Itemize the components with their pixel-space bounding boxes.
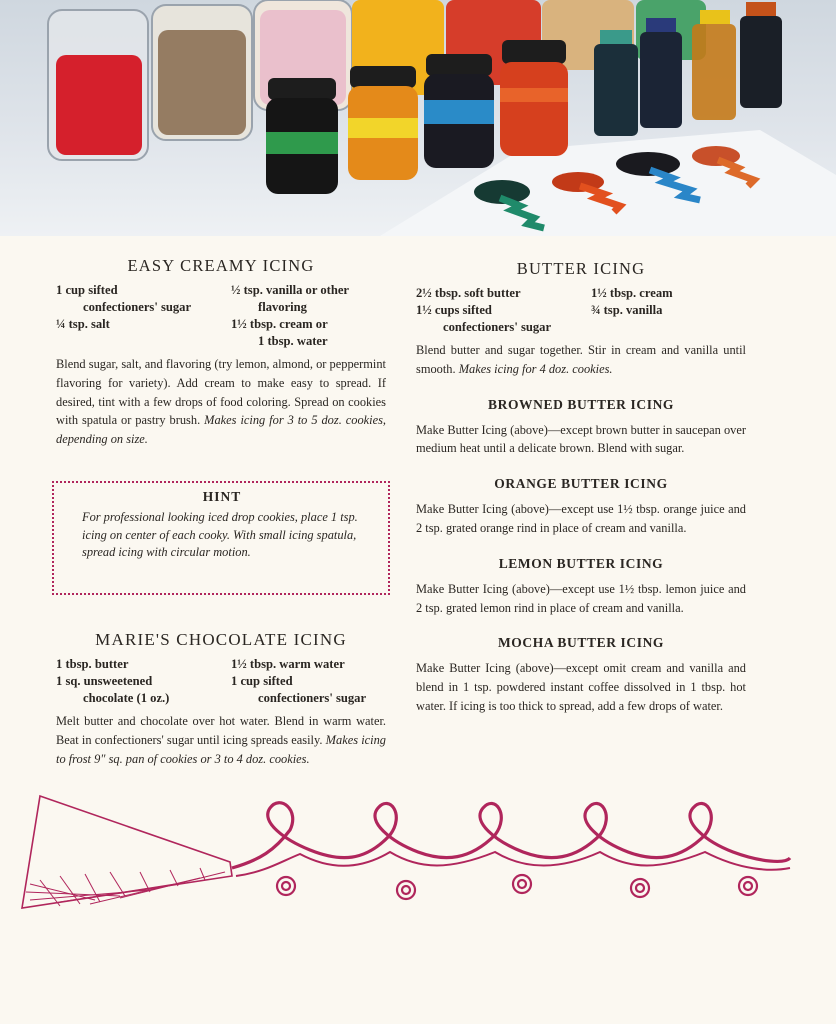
- recipe-title: ORANGE BUTTER ICING: [494, 476, 668, 492]
- left-column: [56, 256, 386, 467]
- recipe-directions: Make Butter Icing (above)—except use 1½ tbsp. lemon juice and 2 tsp. grated lemon rind in place of cream and vanilla.: [416, 581, 746, 615]
- ingredient: chocolate (1 oz.): [83, 691, 170, 705]
- header-photo: [0, 0, 836, 236]
- recipe-title: MOCHA BUTTER ICING: [497, 635, 665, 651]
- ingredient: 1 tbsp. water: [258, 334, 328, 348]
- ingredient: ¾ tsp. vanilla: [591, 303, 663, 317]
- ingredient: 1½ cups sifted: [416, 303, 492, 317]
- ingredient: 1 sq. unsweetened: [56, 674, 153, 688]
- ingredient: 1½ tbsp. warm water: [231, 657, 345, 671]
- recipe-title: MARIE'S CHOCOLATE ICING: [95, 630, 347, 649]
- recipe-title: BROWNED BUTTER ICING: [487, 396, 675, 412]
- recipe-title: EASY CREAMY ICING: [127, 256, 315, 275]
- recipe-yield: Makes icing for 4 doz. cookies.: [458, 361, 613, 376]
- recipe-directions: Blend butter and sugar together. Stir in cream and vanilla until smooth. Makes icing for 4 doz. cookies.: [416, 343, 746, 376]
- recipe-orange-butter-icing: [416, 476, 746, 538]
- yellow-coloring-jar: [348, 66, 418, 180]
- recipe-yield: Makes icing to frost 9" sq. pan of cookies or 3 to 4 doz. cookies.: [56, 732, 386, 766]
- recipe-mocha-butter-icing: [416, 635, 746, 715]
- ingredient: confectioners' sugar: [443, 320, 552, 334]
- recipe-easy-creamy-icing: [56, 256, 386, 449]
- ingredient-list: [416, 285, 746, 336]
- ingredient-list: [56, 282, 386, 350]
- ingredient: flavoring: [258, 300, 307, 314]
- recipe-directions: Make Butter Icing (above)—except use 1½ tbsp. orange juice and 2 tsp. grated orange rind in place of cream and vanilla.: [416, 502, 746, 535]
- hint-title: HINT: [202, 489, 242, 504]
- icing-scroll-icon: [232, 803, 790, 868]
- ingredient-list: [56, 656, 386, 707]
- ingredient: 1 cup sifted: [56, 283, 118, 297]
- ingredient: 1½ tbsp. cream: [591, 286, 673, 300]
- food-coloring-photo: [0, 0, 836, 236]
- red-coloring-jar: [500, 40, 568, 156]
- recipe-directions: Make Butter Icing (above)—except omit cream and vanilla and blend in 1 tsp. powdered instant coffee dissolved in 1 tbsp. hot water. If icing is too thick to spread, add a few drops of water.: [416, 661, 746, 713]
- ingredient: confectioners' sugar: [83, 300, 192, 314]
- recipe-chocolate-icing: [56, 630, 386, 768]
- sprinkles-jar: [152, 5, 252, 140]
- ingredient: 2½ tbsp. soft butter: [416, 286, 521, 300]
- recipe-directions: Make Butter Icing (above)—except brown butter in saucepan over medium heat until a delicate brown. Blend with sugar.: [416, 422, 746, 456]
- ingredient: 1 tbsp. butter: [56, 657, 129, 671]
- right-column: [416, 259, 746, 734]
- rosette-icon: [277, 875, 757, 899]
- ingredient: 1 cup sifted: [231, 674, 293, 688]
- recipe-directions: Blend sugar, salt, and flavoring (try lemon, almond, or peppermint flavoring for variety). Add cream to make easy to spread. If desired, tint with a few drops of food coloring. Spread on cookies with spatula or pastry brush. Makes icing for 3 to 5 doz. cookies, depending on size.: [56, 357, 387, 447]
- recipe-title: LEMON BUTTER ICING: [498, 555, 664, 571]
- recipe-yield: Makes icing for 3 to 5 doz. cookies, depending on size.: [56, 413, 387, 447]
- red-candy-jar: [48, 10, 148, 160]
- ingredient: 1½ tbsp. cream or: [231, 317, 328, 331]
- recipe-browned-butter-icing: [416, 397, 746, 459]
- ingredient: ½ tsp. vanilla or other: [231, 283, 350, 297]
- recipe-title: BUTTER ICING: [516, 259, 646, 278]
- recipe-butter-icing: [416, 259, 746, 379]
- blue-coloring-jar: [424, 54, 494, 168]
- piping-bag-illustration: [0, 780, 836, 920]
- ingredient: ¼ tsp. salt: [56, 317, 110, 331]
- ingredient: confectioners' sugar: [258, 691, 367, 705]
- green-coloring-jar: [266, 78, 338, 194]
- recipe-lemon-butter-icing: [416, 556, 746, 618]
- recipe-directions: Melt butter and chocolate over hot water. Blend in warm water. Beat in confectioners' sugar until icing spreads easily. Makes icing to frost 9" sq. pan of cookies or 3 to 4 doz. cookies.: [56, 714, 386, 766]
- hint-text: For professional looking iced drop cookies, place 1 tsp. icing on center of each cooky. With small icing spatula, spread icing with circular motion.: [82, 510, 358, 560]
- hint-box: [52, 481, 390, 595]
